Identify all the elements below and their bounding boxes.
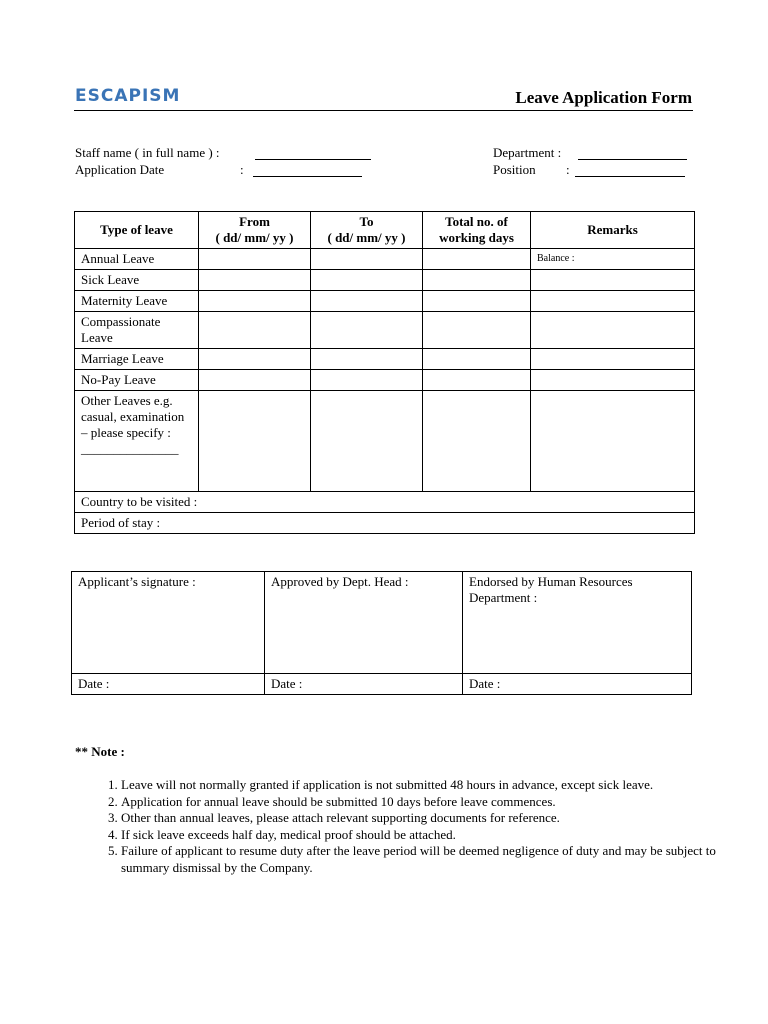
from-cell[interactable] [199,312,311,349]
to-cell[interactable] [311,270,423,291]
remarks-cell[interactable] [531,370,695,391]
table-row [75,492,695,513]
to-cell[interactable] [311,349,423,370]
applicant-date-field[interactable]: Date : [72,674,265,695]
table-row [75,249,695,270]
from-cell[interactable] [199,249,311,270]
form-title: Leave Application Form [515,88,692,107]
table-row [75,291,695,312]
country-to-visit-field[interactable]: Country to be visited : [75,492,695,513]
header-remarks: Remarks [531,212,695,249]
total-days-cell[interactable] [423,391,531,492]
position-field[interactable] [575,176,685,177]
notes-list [95,777,721,876]
leave-type-other: Other Leaves e.g. casual, examination – please specify : _______________ [75,391,199,492]
table-row [75,391,695,492]
to-cell[interactable] [311,249,423,270]
from-cell[interactable] [199,370,311,391]
dept-head-date-field[interactable]: Date : [265,674,463,695]
remarks-cell[interactable] [531,391,695,492]
position-colon: : [566,162,570,177]
notes-title: ** Note : [75,744,125,759]
leave-type-annual: Annual Leave [75,249,199,270]
leave-type-compassionate: Compassionate Leave [75,312,199,349]
total-days-cell[interactable] [423,312,531,349]
hr-date-field[interactable]: Date : [463,674,692,695]
remarks-balance[interactable]: Balance : [531,249,695,270]
to-cell[interactable] [311,370,423,391]
header-divider [74,110,693,111]
header-total-days: Total no. of working days [423,212,531,249]
department-field[interactable] [578,159,687,160]
table-row [75,370,695,391]
list-item: 4. If sick leave exceeds half day, medical proof should be attached. [121,827,721,844]
remarks-cell[interactable] [531,291,695,312]
to-cell[interactable] [311,391,423,492]
remarks-cell[interactable] [531,349,695,370]
from-cell[interactable] [199,349,311,370]
staff-name-label: Staff name ( in full name ) : [75,145,220,160]
total-days-cell[interactable] [423,291,531,312]
company-logo: ESCAPISM [75,86,181,106]
table-row [75,312,695,349]
table-row [75,270,695,291]
from-cell[interactable] [199,291,311,312]
to-cell[interactable] [311,291,423,312]
total-days-cell[interactable] [423,370,531,391]
from-cell[interactable] [199,391,311,492]
application-date-field[interactable] [253,176,362,177]
total-days-cell[interactable] [423,249,531,270]
dept-head-approval-box[interactable]: Approved by Dept. Head : [265,572,463,674]
date-row [72,674,692,695]
from-cell[interactable] [199,270,311,291]
to-cell[interactable] [311,312,423,349]
leave-type-maternity: Maternity Leave [75,291,199,312]
leave-type-marriage: Marriage Leave [75,349,199,370]
list-item: 5. Failure of applicant to resume duty after the leave period will be deemed negligence of duty and may be subject to summary dismissal by the Company. [121,843,721,876]
header-from: From ( dd/ mm/ yy ) [199,212,311,249]
leave-table [74,211,695,534]
leave-type-sick: Sick Leave [75,270,199,291]
list-item: 1. Leave will not normally granted if application is not submitted 48 hours in advance, except sick leave. [121,777,721,794]
total-days-cell[interactable] [423,270,531,291]
leave-table-header [75,212,695,249]
leave-type-no-pay: No-Pay Leave [75,370,199,391]
list-item: 3. Other than annual leaves, please attach relevant supporting documents for reference. [121,810,721,827]
signature-row [72,572,692,674]
header-type-of-leave: Type of leave [75,212,199,249]
hr-endorsement-box[interactable]: Endorsed by Human Resources Department : [463,572,692,674]
application-date-colon: : [240,162,244,177]
remarks-cell[interactable] [531,312,695,349]
staff-name-field[interactable] [255,159,371,160]
table-row [75,349,695,370]
applicant-signature-box[interactable]: Applicant’s signature : [72,572,265,674]
department-label: Department : [493,145,562,160]
total-days-cell[interactable] [423,349,531,370]
list-item: 2. Application for annual leave should be submitted 10 days before leave commences. [121,794,721,811]
table-row [75,513,695,534]
remarks-cell[interactable] [531,270,695,291]
position-label: Position [493,162,536,177]
period-of-stay-field[interactable]: Period of stay : [75,513,695,534]
application-date-label: Application Date [75,162,165,177]
signature-table [71,571,692,695]
other-leaves-specify-blank[interactable]: _______________ [81,441,179,456]
header-to: To ( dd/ mm/ yy ) [311,212,423,249]
